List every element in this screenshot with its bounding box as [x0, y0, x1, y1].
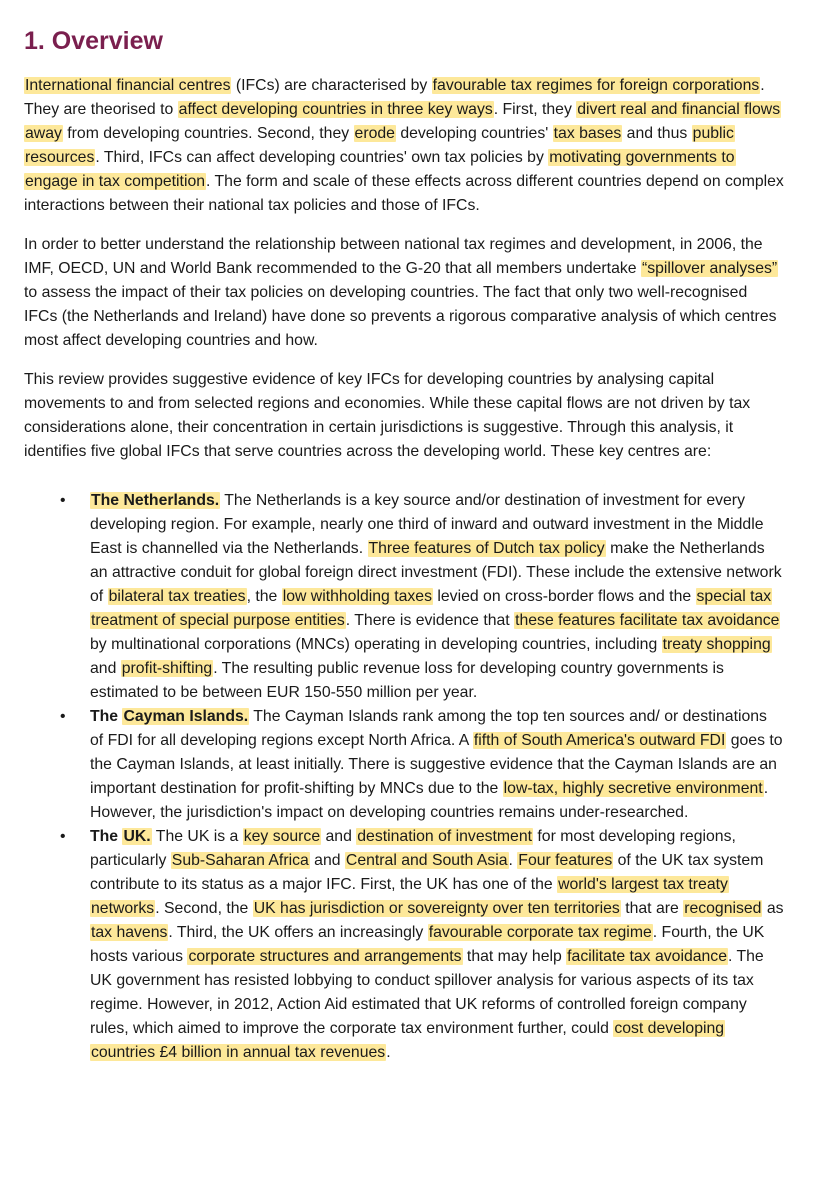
text-run: make the Netherlands an attractive conduit for global foreign direct investment (FDI). These include the extensive network of — [90, 540, 782, 605]
highlighted-text: Three features of Dutch tax policy — [368, 540, 605, 557]
highlighted-text: UK. — [123, 828, 151, 845]
highlighted-text: profit-shifting — [121, 660, 213, 677]
text-run: . Third, IFCs can affect developing countries' own tax policies by — [95, 149, 549, 166]
highlighted-text: International financial centres — [25, 77, 231, 94]
text-run: . First, they — [493, 101, 577, 118]
highlighted-text: special tax treatment of special purpose entities — [91, 588, 772, 629]
text-run: The Cayman Islands rank among the top ten sources and/ or destinations of FDI for all developing regions except North Africa. A — [90, 708, 767, 749]
body-paragraphs — [24, 74, 784, 464]
text-run: . — [386, 1044, 391, 1061]
bullet-marker: • — [60, 492, 66, 509]
bullet-marker: • — [60, 828, 66, 845]
highlighted-text: tax bases — [553, 125, 622, 142]
highlighted-text: Sub-Saharan Africa — [171, 852, 309, 869]
text-run: . Third, the UK offers an increasingly — [168, 924, 428, 941]
ifc-bullet-list — [24, 489, 784, 1065]
highlighted-text: low withholding taxes — [282, 588, 432, 605]
text-run: This review provides suggestive evidence of key IFCs for developing countries by analysing capital movements to and from selected regions and economies. While these capital flows are not driven by tax considerations alone, their concentration in certain jurisdictions is suggestive. Through this analysis, it identifies five global IFCs that serve countries across the developing world. These key centres are: — [24, 371, 751, 460]
highlighted-text: world's largest tax treaty networks — [91, 876, 728, 917]
highlighted-text: erode — [354, 125, 395, 142]
text-run: of the UK tax system contribute to its status as a major IFC. First, the UK has one of the — [90, 852, 764, 893]
text-run: (IFCs) are characterised by — [231, 77, 432, 94]
text-run: , the — [246, 588, 282, 605]
highlighted-text: tax havens — [91, 924, 168, 941]
highlighted-text: treaty shopping — [662, 636, 771, 653]
text-run: goes to the Cayman Islands, at least initially. There is suggestive evidence that the Cayman Islands are an important destination for profit-shifting by MNCs due to the — [90, 732, 783, 797]
text-run: The Netherlands is a key source and/or destination of investment for every developing region. For example, nearly one third of inward and outward investment in the Middle East is channelled via the Netherlands. — [90, 492, 764, 557]
text-run: and — [321, 828, 357, 845]
highlighted-text: low-tax, highly secretive environment — [503, 780, 763, 797]
text-run: . Fourth, the UK hosts various — [90, 924, 765, 965]
highlighted-text: recognised — [684, 900, 762, 917]
text-run: . They are theorised to — [24, 77, 765, 118]
highlighted-text: divert real and financial flows away — [25, 101, 781, 142]
highlighted-text: these features facilitate tax avoidance — [515, 612, 780, 629]
text-run: The — [90, 828, 123, 845]
paragraph — [24, 233, 784, 353]
highlighted-text: Four features — [518, 852, 613, 869]
highlighted-text: corporate structures and arrangements — [188, 948, 462, 965]
highlighted-text: bilateral tax treaties — [108, 588, 246, 605]
paragraph — [24, 368, 784, 464]
text-run: and thus — [622, 125, 692, 142]
paragraph — [24, 74, 784, 218]
text-run: . The form and scale of these effects across different countries depend on complex interactions between their national tax policies and those of IFCs. — [24, 173, 784, 214]
highlighted-text: UK has jurisdiction or sovereignty over ten territories — [253, 900, 620, 917]
text-run: by multinational corporations (MNCs) operating in developing countries, including — [90, 636, 662, 653]
text-run: that are — [620, 900, 684, 917]
text-run: as — [762, 900, 784, 917]
text-run: for most developing regions, particularly — [90, 828, 736, 869]
ifc-bullet-item — [24, 825, 784, 1065]
highlighted-text: fifth of South America's outward FDI — [473, 732, 726, 749]
text-run: to assess the impact of their tax policies on developing countries. The fact that only two well-recognised IFCs (the Netherlands and Ireland) have done so prevents a rigorous comparative analysis of which centres most affect developing countries and how. — [24, 284, 777, 349]
text-run: . The resulting public revenue loss for developing country governments is estimated to be between EUR 150-550 million per year. — [90, 660, 724, 701]
highlighted-text: favourable corporate tax regime — [428, 924, 652, 941]
highlighted-text: favourable tax regimes for foreign corporations — [432, 77, 760, 94]
text-run: developing countries' — [395, 125, 553, 142]
text-run: . Second, the — [155, 900, 253, 917]
text-run: . However, the jurisdiction's impact on developing countries remains under-researched. — [90, 780, 769, 821]
text-run: . — [508, 852, 518, 869]
text-run: . There is evidence that — [345, 612, 515, 629]
ifc-bullet-item — [24, 705, 784, 825]
highlighted-text: Cayman Islands. — [123, 708, 249, 725]
text-run: and — [90, 660, 121, 677]
highlighted-text: affect developing countries in three key ways — [178, 101, 493, 118]
highlighted-text: destination of investment — [357, 828, 533, 845]
bullet-marker: • — [60, 708, 66, 725]
text-run: In order to better understand the relationship between national tax regimes and development, in 2006, the IMF, OECD, UN and World Bank recommended to the G-20 that all members undertake — [24, 236, 763, 277]
highlighted-text: public resources — [25, 125, 734, 166]
text-run: from developing countries. Second, they — [62, 125, 354, 142]
highlighted-text: “spillover analyses” — [641, 260, 778, 277]
highlighted-text: Central and South Asia — [345, 852, 508, 869]
section-title: 1. Overview — [24, 27, 163, 55]
ifc-bullet-item — [24, 489, 784, 705]
highlighted-text: cost developing countries £4 billion in annual tax revenues — [91, 1020, 725, 1061]
text-run: that may help — [462, 948, 567, 965]
text-run: The UK is a — [151, 828, 243, 845]
highlighted-text: The Netherlands. — [91, 492, 220, 509]
text-run: and — [309, 852, 345, 869]
highlighted-text: motivating governments to engage in tax competition — [25, 149, 735, 190]
text-run: levied on cross-border flows and the — [432, 588, 696, 605]
highlighted-text: facilitate tax avoidance — [567, 948, 727, 965]
text-run: The — [90, 708, 123, 725]
text-run: . The UK government has resisted lobbying to conduct spillover analysis for various aspects of its tax regime. However, in 2012, Action Aid estimated that UK reforms of controlled foreign company rules, which aimed to improve the corporate tax environment further, could — [90, 948, 764, 1037]
highlighted-text: key source — [243, 828, 321, 845]
